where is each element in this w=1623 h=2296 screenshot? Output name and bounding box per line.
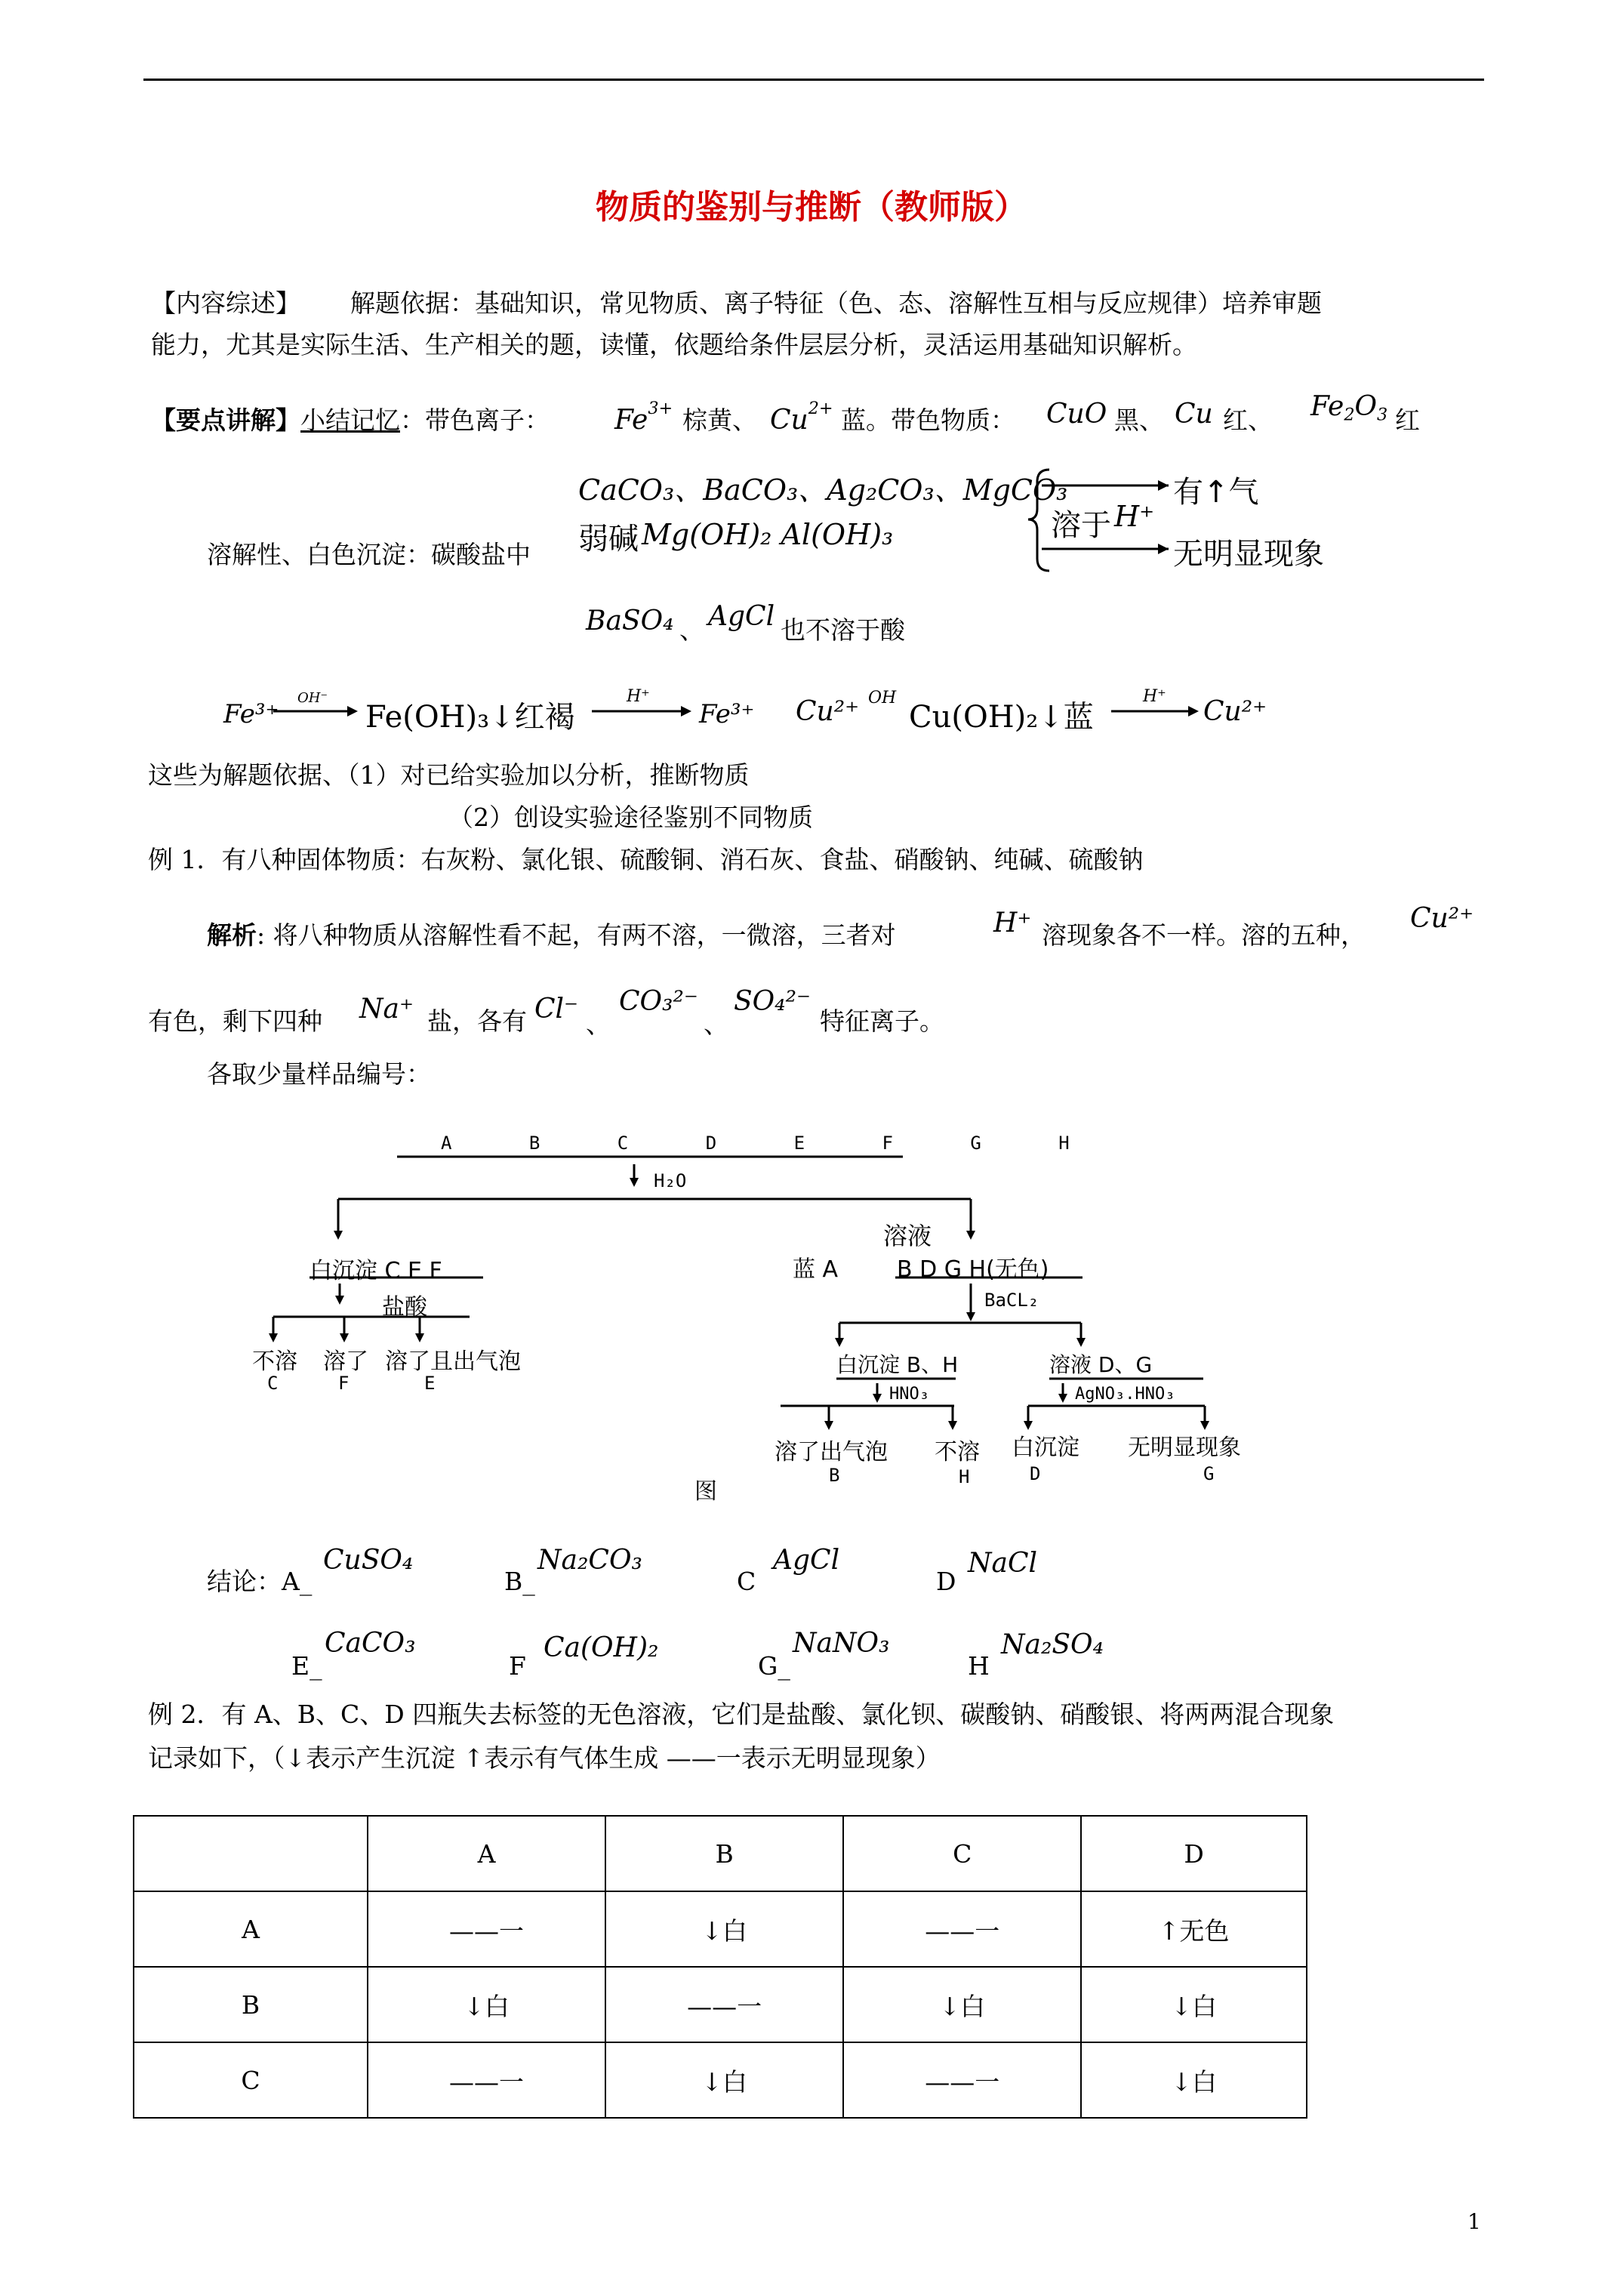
dissolved-f-label: 溶了 bbox=[323, 1348, 368, 1375]
co3-formula: CO₃²⁻ bbox=[619, 986, 698, 1017]
fe-oh3-product: Fe(OH)₃↓红褐 bbox=[365, 700, 575, 735]
table-cell: ——一 bbox=[843, 1891, 1081, 1967]
colored-remaining-text: 有色，剩下四种 bbox=[148, 1006, 322, 1036]
table-cell: C bbox=[134, 2042, 368, 2118]
conclusion-c: AgCl bbox=[773, 1545, 840, 1576]
colored-ions-label: ：带色离子： bbox=[400, 405, 550, 435]
char-ions-text: 特征离子。 bbox=[820, 1006, 944, 1036]
conclusion-h: Na₂SO₄ bbox=[1001, 1629, 1104, 1660]
cu2-ion: Cu²⁺ bbox=[1410, 903, 1474, 934]
page-number: 1 bbox=[1467, 2209, 1481, 2234]
no-obvious-label: 无明显现象 bbox=[1128, 1435, 1241, 1461]
table-header-cell: C bbox=[843, 1816, 1081, 1891]
solution-dg: 溶液 D、G bbox=[1049, 1352, 1153, 1377]
table-cell: A bbox=[134, 1891, 368, 1967]
example1-question: 例 1．有八种固体物质：右灰粉、氯化银、硫酸铜、消石灰、食盐、硝酸钠、纯碱、硫酸钠 bbox=[148, 845, 1144, 874]
example1-analysis-line1: 解析: 将八种物质从溶解性看不起，有两不溶，一微溶，三者对 bbox=[207, 920, 896, 950]
table-cell: ——一 bbox=[843, 2042, 1081, 2118]
h-label-2: H⁺ bbox=[1143, 687, 1166, 706]
white-ppt-label: 白沉淀 bbox=[1012, 1435, 1079, 1461]
dissolved-bubble-label: 溶了且出气泡 bbox=[385, 1348, 521, 1375]
figure-label: 图 bbox=[694, 1478, 717, 1505]
white-ppt-cef: 白沉淀 C E F bbox=[310, 1258, 442, 1284]
letters-row: A B C D E F G H bbox=[441, 1133, 1103, 1154]
blue-text: 蓝。带色物质： bbox=[841, 405, 1015, 435]
fe3-end: Fe³⁺ bbox=[699, 699, 755, 729]
basis-line1: 这些为解题依据、（1）对已给实验加以分析，推断物质 bbox=[148, 760, 750, 790]
table-cell: ——一 bbox=[368, 1891, 605, 1967]
water-label: H₂O bbox=[654, 1170, 687, 1191]
sep-2: 、 bbox=[704, 1009, 728, 1039]
analysis-text-2: 溶现象各不一样。溶的五种， bbox=[1042, 920, 1366, 950]
summary-line1: 解题依据：基础知识，常见物质、离子特征（色、态、溶解性互相与反应规律）培养审题 bbox=[350, 288, 1322, 318]
result-f: F bbox=[338, 1373, 350, 1394]
table-header-cell: D bbox=[1081, 1816, 1307, 1891]
table-cell: ——一 bbox=[368, 2042, 605, 2118]
table-header-cell bbox=[134, 1816, 368, 1891]
agno3-hno3-label: AgNO₃.HNO₃ bbox=[1075, 1385, 1175, 1404]
cu-formula: Cu bbox=[1175, 399, 1213, 430]
no-phenomenon-result: 无明显现象 bbox=[1173, 537, 1324, 572]
analysis-text-1: 将八种物质从溶解性看不起，有两不溶，一微溶，三者对 bbox=[273, 920, 896, 950]
conclusion-f-label: F bbox=[509, 1651, 526, 1681]
example2-line2: 记录如下，（↓表示产生沉淀 ↑表示有气体生成 ——一表示无明显现象） bbox=[148, 1743, 941, 1773]
cu-oh2-product: Cu(OH)₂↓蓝 bbox=[909, 700, 1094, 735]
fe2o3-formula: $Fe_2O_3$ bbox=[1310, 391, 1388, 425]
table-cell: ↓白 bbox=[843, 1967, 1081, 2042]
bdgh-label: B D G H(无色) bbox=[897, 1256, 1049, 1283]
baso4-formula: BaSO₄ bbox=[586, 606, 674, 636]
result-e: E bbox=[424, 1373, 436, 1394]
table-header-cell: B bbox=[605, 1816, 843, 1891]
result-h: H bbox=[959, 1466, 970, 1487]
conclusion-g: NaNO₃ bbox=[793, 1628, 890, 1659]
conclusion-d-label: D bbox=[936, 1567, 956, 1596]
white-ppt-bh: 白沉淀 B、H bbox=[836, 1352, 959, 1377]
table-cell: ↓白 bbox=[605, 1891, 843, 1967]
mixing-results-table bbox=[133, 1815, 1307, 2119]
conclusion-label: 结论：A_ bbox=[207, 1567, 313, 1596]
oh-label-2: OH bbox=[868, 689, 897, 707]
fe3-start: Fe³⁺ bbox=[223, 699, 279, 729]
dissolve-in-label: 溶于 bbox=[1051, 508, 1111, 543]
hno3-label: HNO₃ bbox=[889, 1385, 929, 1404]
salt-each-text: 盐，各有 bbox=[427, 1006, 527, 1036]
fe3-formula: $Fe^{3+}$ bbox=[614, 399, 673, 436]
table-cell: B bbox=[134, 1967, 368, 2042]
memo-label: 小结记忆 bbox=[300, 405, 400, 435]
table-cell: ↓白 bbox=[1081, 2042, 1307, 2118]
conclusion-h-label: H bbox=[968, 1651, 990, 1681]
result-d: D bbox=[1030, 1463, 1041, 1484]
conclusion-e-label: E_ bbox=[291, 1651, 322, 1681]
insoluble-c-label: 不溶 bbox=[252, 1348, 297, 1375]
bacl2-label: BaCL₂ bbox=[984, 1290, 1039, 1311]
sep-1: 、 bbox=[586, 1009, 611, 1039]
brown-yellow-text: 棕黄、 bbox=[682, 405, 757, 435]
sample-text: 各取少量样品编号： bbox=[207, 1059, 431, 1089]
insoluble-acid-text: 也不溶于酸 bbox=[781, 615, 905, 645]
h-label-1: H⁺ bbox=[627, 687, 650, 706]
so4-formula: SO₄²⁻ bbox=[734, 986, 812, 1017]
result-g: G bbox=[1203, 1463, 1215, 1484]
blue-a-label: 蓝 A bbox=[793, 1256, 839, 1283]
cuo-formula: CuO bbox=[1046, 399, 1107, 430]
basis-line2: （2）创设实验途径鉴别不同物质 bbox=[448, 803, 813, 832]
example2-line1: 例 2．有 A、B、C、D 四瓶失去标签的无色溶液，它们是盐酸、氯化钡、碳酸钠、硝酸银、将两两混合现象 bbox=[148, 1700, 1335, 1729]
conclusion-c-label: C bbox=[737, 1567, 756, 1596]
cu2-start: Cu²⁺ bbox=[796, 696, 860, 727]
black-text: 黑、 bbox=[1114, 405, 1164, 435]
header-rule bbox=[143, 79, 1484, 81]
keypoints-label: 【要点讲解】 bbox=[151, 405, 300, 435]
table-row bbox=[134, 1967, 1307, 2042]
hcl-label: 盐酸 bbox=[382, 1294, 427, 1321]
not-dissolve-label: 不溶 bbox=[935, 1439, 980, 1465]
page-title: 物质的鉴别与推断（教师版） bbox=[596, 188, 1027, 227]
h-plus-label: H⁺ bbox=[1114, 500, 1155, 533]
weak-base-prefix: 弱碱 bbox=[578, 522, 639, 556]
conclusion-f: Ca(OH)₂ bbox=[544, 1632, 659, 1663]
table-cell: ↓白 bbox=[1081, 1967, 1307, 2042]
dissolved-gas-label: 溶了出气泡 bbox=[775, 1439, 888, 1465]
conclusion-e: CaCO₃ bbox=[325, 1628, 416, 1659]
conclusion-b: Na₂CO₃ bbox=[537, 1545, 642, 1576]
analysis-label: 解析 bbox=[207, 920, 257, 950]
conclusion-g-label: G_ bbox=[758, 1651, 790, 1681]
summary-line2: 能力，尤其是实际生活、生产相关的题，读懂，依题给条件层层分析，灵活运用基础知识解析。 bbox=[151, 330, 1197, 359]
conclusion-b-label: B_ bbox=[504, 1567, 535, 1596]
result-c: C bbox=[267, 1373, 279, 1394]
table-cell: ↓白 bbox=[605, 2042, 843, 2118]
table-row bbox=[134, 2042, 1307, 2118]
oh-label-1: OH⁻ bbox=[297, 690, 328, 706]
conclusion-a: CuSO₄ bbox=[323, 1545, 414, 1576]
table-cell: ↓白 bbox=[368, 1967, 605, 2042]
carbonates-formula: CaCO₃、BaCO₃、Ag₂CO₃、MgCO₃ bbox=[578, 473, 1068, 507]
agcl-formula: AgCl bbox=[708, 601, 775, 632]
cu2-end: Cu²⁺ bbox=[1203, 696, 1267, 727]
weak-bases-formula: Mg(OH)₂ Al(OH)₃ bbox=[642, 518, 894, 551]
table-header-row bbox=[134, 1816, 1307, 1891]
solubility-label: 溶解性、白色沉淀：碳酸盐中 bbox=[207, 540, 531, 569]
result-b: B bbox=[829, 1465, 840, 1486]
comma-sep: 、 bbox=[679, 615, 704, 645]
red-text-2: 红 bbox=[1395, 405, 1420, 435]
cl-minus-formula: Cl⁻ bbox=[534, 994, 579, 1025]
h-plus-formula: H⁺ bbox=[993, 908, 1032, 938]
red-text-1: 红、 bbox=[1223, 405, 1273, 435]
na-plus-formula: Na⁺ bbox=[359, 994, 414, 1025]
table-header-cell: A bbox=[368, 1816, 605, 1891]
solution-label: 溶液 bbox=[883, 1222, 932, 1250]
cu2-formula: $Cu^{2+}$ bbox=[770, 399, 833, 436]
conclusion-d: NaCl bbox=[968, 1548, 1038, 1579]
table-row bbox=[134, 1891, 1307, 1967]
table-cell: ——一 bbox=[605, 1967, 843, 2042]
table-cell: ↑无色 bbox=[1081, 1891, 1307, 1967]
gas-result: 有↑气 bbox=[1173, 475, 1259, 510]
keypoints-line bbox=[151, 405, 550, 435]
summary-label: 【内容综述】 bbox=[151, 288, 300, 318]
